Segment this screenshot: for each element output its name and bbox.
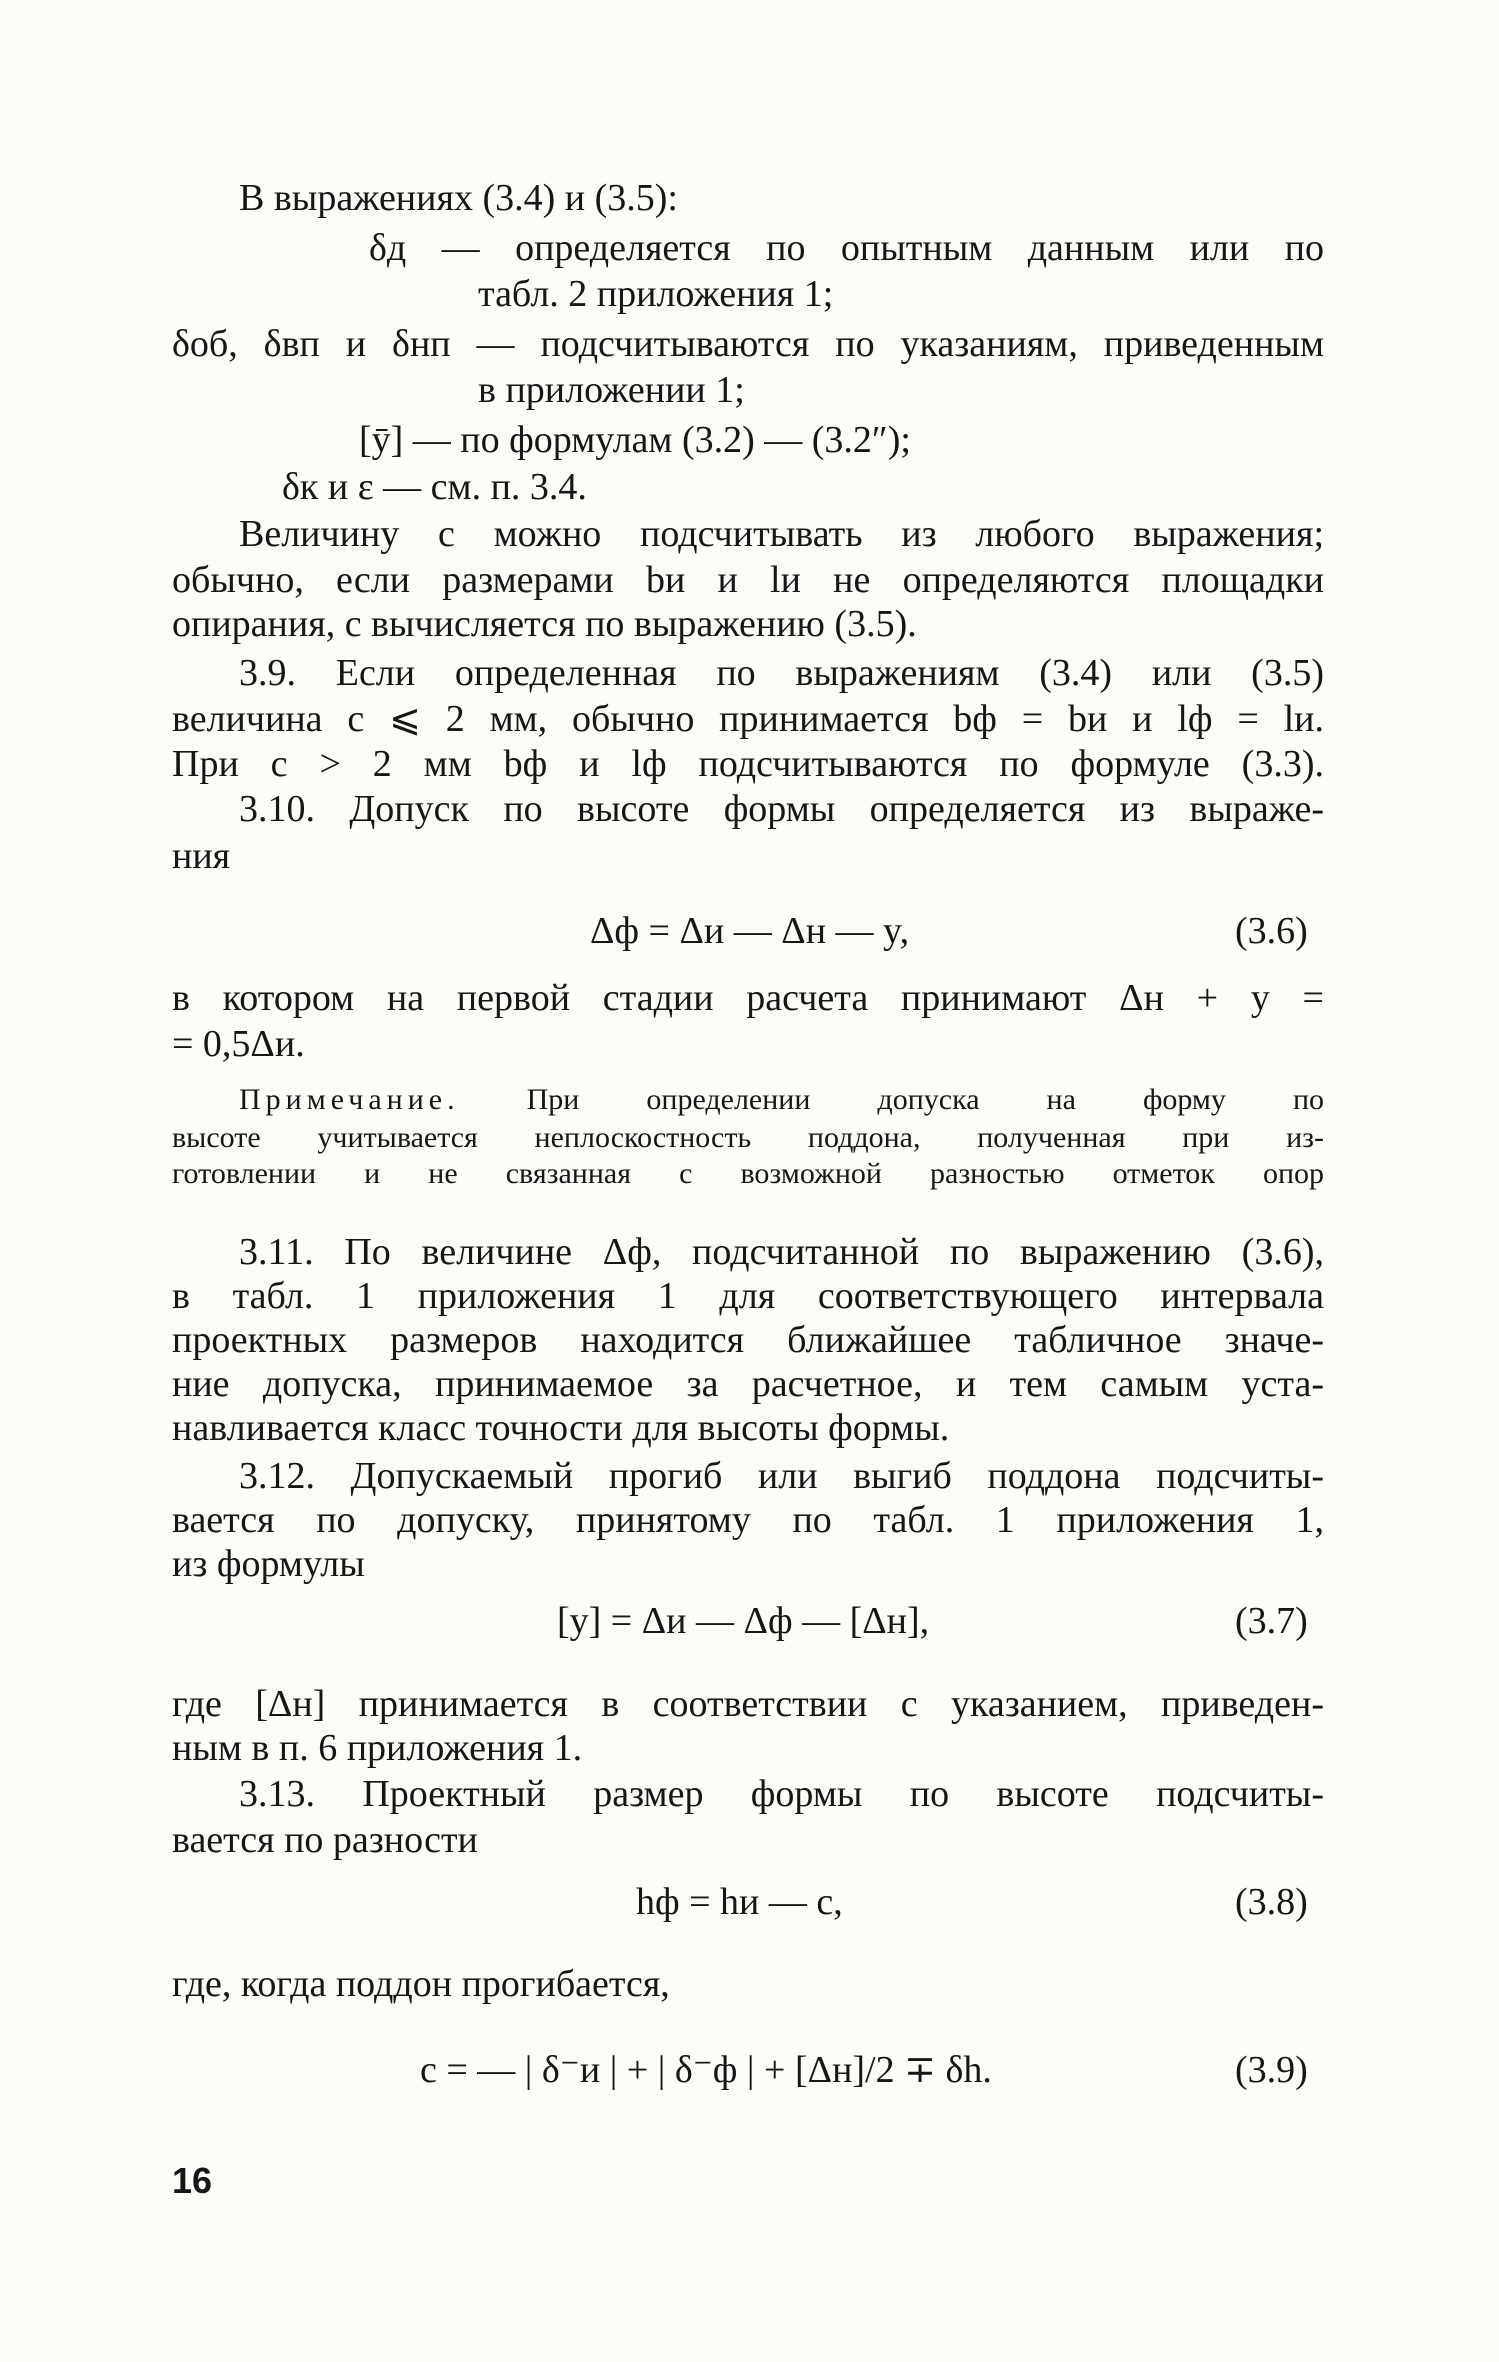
text-line-29: где [Δн] принимается в соответствии с указанием, приведен- xyxy=(172,1683,1324,1725)
note-label: Примечание. xyxy=(239,1083,460,1116)
note-line-1: Примечание. При определении допуска на форму по xyxy=(239,1083,1324,1116)
text-line-31: 3.13. Проектный размер формы по высоте подсчиты- xyxy=(239,1773,1324,1815)
text-line-21: 3.11. По величине Δф, подсчитанной по выражению (3.6), xyxy=(239,1231,1324,1273)
text-line-6: [ȳ] — по формулам (3.2) — (3.2″); xyxy=(359,419,911,461)
equation-number-3-9: (3.9) xyxy=(1235,2049,1308,2091)
text-line-33: где, когда поддон прогибается, xyxy=(172,1963,670,2005)
text-line-27: вается по допуску, принятому по табл. 1 приложения 1, xyxy=(172,1499,1324,1541)
text-line-14: 3.10. Допуск по высоте формы определяется из выраже- xyxy=(239,788,1324,830)
text-line-1: В выражениях (3.4) и (3.5): xyxy=(239,177,678,219)
text-line-4: δоб, δвп и δнп — подсчитываются по указаниям, приведенным xyxy=(172,323,1324,365)
equation-number-3-7: (3.7) xyxy=(1235,1600,1308,1642)
text-line-17: = 0,5Δи. xyxy=(172,1023,305,1065)
text-line-3: табл. 2 приложения 1; xyxy=(478,273,834,315)
text-line-30: ным в п. 6 приложения 1. xyxy=(172,1727,583,1769)
note-line-3: готовлении и не связанная с возможной разностью отметок опор xyxy=(172,1157,1324,1190)
text-line-13: При c > 2 мм bф и lф подсчитываются по формуле (3.3). xyxy=(172,743,1324,785)
equation-3-7: [y] = Δи — Δф — [Δн], xyxy=(557,1600,930,1642)
text-line-2: δд — определяется по опытным данным или по xyxy=(369,227,1324,269)
text-line-15: ния xyxy=(172,835,231,877)
text-line-9: обычно, если размерами bи и lи не определяются площадки xyxy=(172,559,1324,601)
note-line-2: высоте учитывается неплоскостность поддона, полученная при из- xyxy=(172,1121,1324,1154)
text-line-24: ние допуска, принимаемое за расчетное, и тем самым уста- xyxy=(172,1363,1324,1405)
equation-3-8: hф = hи — c, xyxy=(636,1881,843,1923)
text-line-10: опирания, c вычисляется по выражению (3.5). xyxy=(172,603,917,645)
text-line-23: проектных размеров находится ближайшее табличное значе- xyxy=(172,1319,1324,1361)
text-line-16: в котором на первой стадии расчета принимают Δн + y = xyxy=(172,977,1324,1019)
page-number: 16 xyxy=(172,2160,213,2201)
text-line-12: величина c ⩽ 2 мм, обычно принимается bф = bи и lф = lи. xyxy=(172,698,1324,740)
text-line-22: в табл. 1 приложения 1 для соответствующего интервала xyxy=(172,1275,1324,1317)
text-line-8: Величину c можно подсчитывать из любого выражения; xyxy=(239,513,1324,555)
text-line-25: навливается класс точности для высоты формы. xyxy=(172,1407,950,1449)
text-line-28: из формулы xyxy=(172,1543,365,1585)
equation-3-9: c = — | δ⁻и | + | δ⁻ф | + [Δн]/2 ∓ δh. xyxy=(420,2049,992,2091)
text-line-26: 3.12. Допускаемый прогиб или выгиб поддона подсчиты- xyxy=(239,1455,1324,1497)
equation-number-3-6: (3.6) xyxy=(1235,910,1308,952)
text-line-11: 3.9. Если определенная по выражениям (3.4) или (3.5) xyxy=(239,652,1324,694)
equation-3-6: Δф = Δи — Δн — y, xyxy=(590,910,910,952)
text-line-7: δк и ε — см. п. 3.4. xyxy=(282,466,587,508)
text-line-5: в приложении 1; xyxy=(478,369,745,411)
text-line-32: вается по разности xyxy=(172,1819,478,1861)
equation-number-3-8: (3.8) xyxy=(1235,1881,1308,1923)
